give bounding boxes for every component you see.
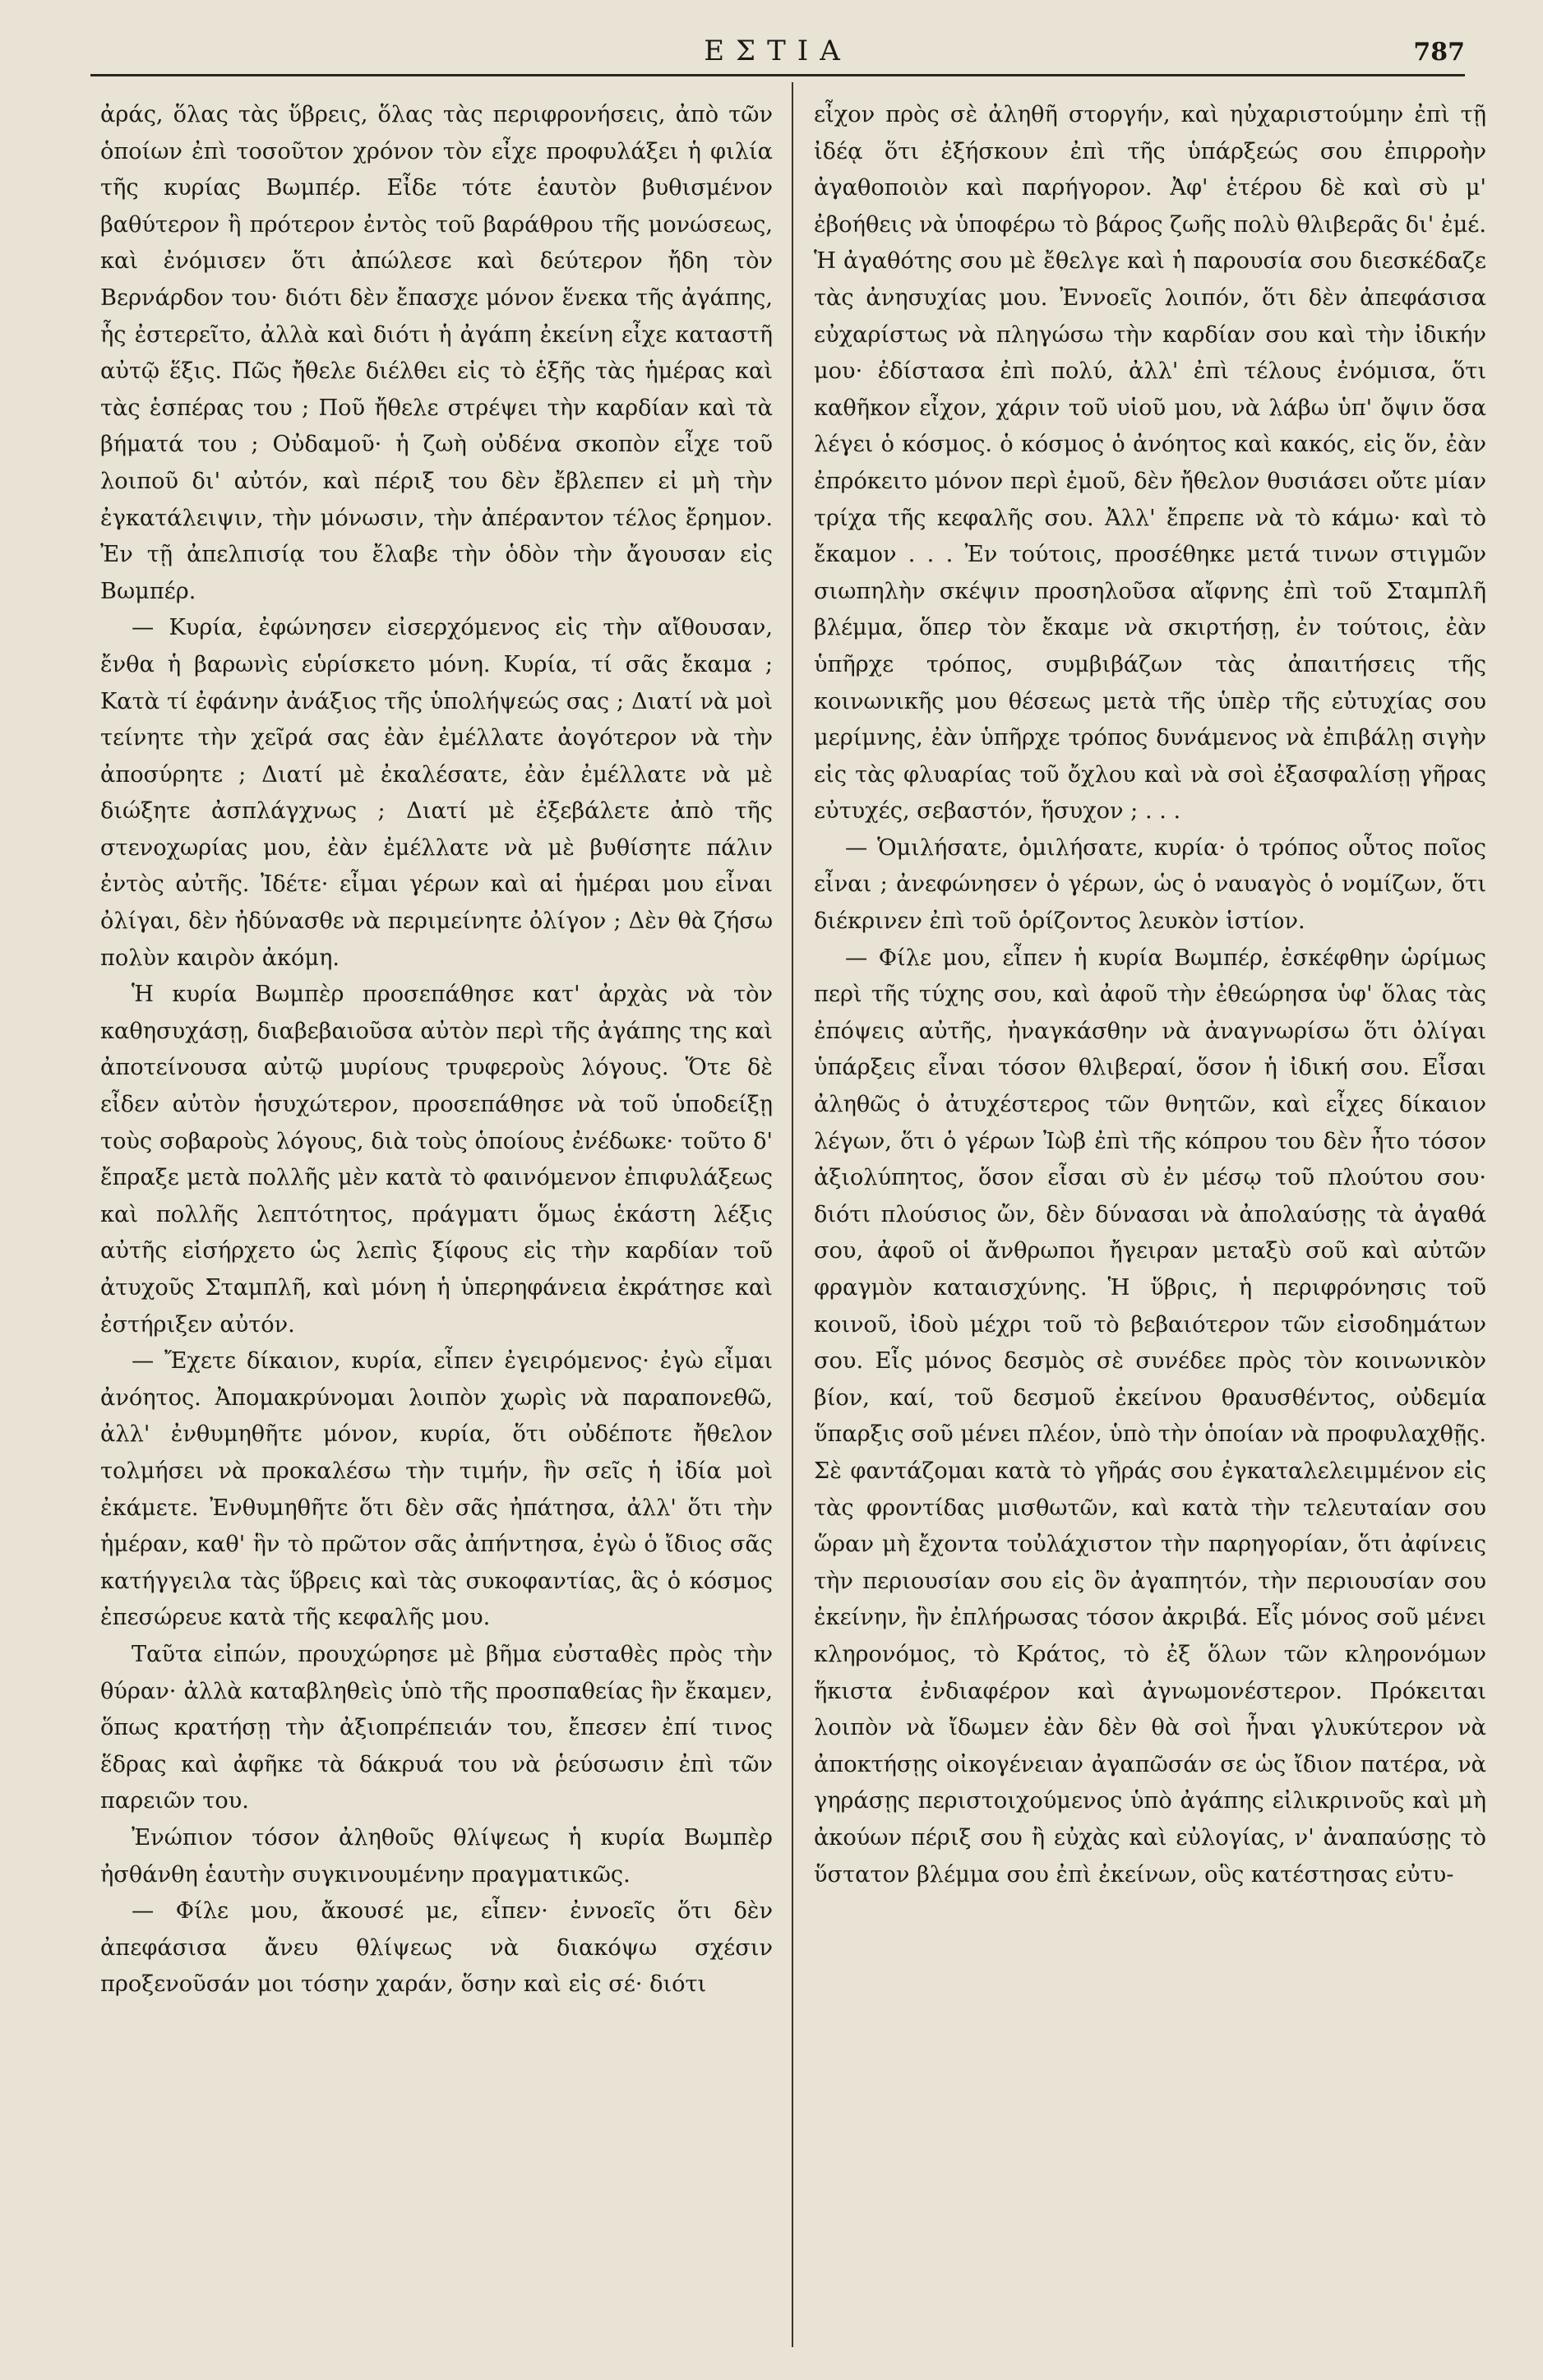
page-header	[90, 33, 1465, 66]
paragraph: — Κυρία, ἐφώνησεν εἰσερχόμενος εἰς τὴν αἴθουσαν, ἔνθα ἡ βαρωνὶς εὑρίσκετο μόνη. Κυρία, τί σᾶς ἔκαμα ; Κατὰ τί ἐφάνην ἀνάξιος τῆς ὑπολήψεώς σας ; Διατί νὰ μοὶ τείνητε τὴν χεῖρά σας ἐὰν ἐμέλλατε ἀογότερον νὰ τὴν ἀποσύρητε ; Διατί μὲ ἐκαλέσατε, ἐὰν ἐμέλλατε νὰ μὲ διώξητε ἀσπλάγχνως ; Διατί μὲ ἐξεβάλετε ἀπὸ τῆς στενοχωρίας μου, ἐὰν ἐμέλλατε νὰ μὲ βυθίσητε πάλιν ἐντὸς αὐτῆς. Ἰδέτε· εἶμαι γέρων καὶ αἱ ἡμέραι μου εἶναι ὀλίγαι, δὲν ἠδύνασθε νὰ περιμείνητε ὀλίγον ; Δὲν θὰ ζήσω πολὺν καιρὸν ἀκόμη.	[100, 615, 773, 971]
header-rule	[90, 74, 1465, 76]
paragraph: Ταῦτα εἰπών, προυχώρησε μὲ βῆμα εὐσταθὲς πρὸς τὴν θύραν· ἀλλὰ καταβληθεὶς ὑπὸ τῆς προσπαθείας ἣν ἔκαμεν, ὅπως κρατήσῃ τὴν ἀξιοπρέπειάν του, ἔπεσεν ἐπί τινος ἕδρας καὶ ἀφῆκε τὰ δάκρυά του νὰ ῥεύσωσιν ἐπὶ τῶν παρειῶν του.	[100, 1641, 773, 1814]
page-number: 787	[1413, 38, 1465, 67]
page-title: ΕΣΤΙΑ	[704, 35, 852, 67]
paragraph: — Φίλε μου, εἶπεν ἡ κυρία Βωμπέρ, ἐσκέφθην ὡρίμως περὶ τῆς τύχης σου, καὶ ἀφοῦ τὴν ἐθεώρησα ὑφ' ὅλας τὰς ἐπόψεις αὐτῆς, ἠναγκάσθην νὰ ἀναγνωρίσω ὅτι ὀλίγαι ὑπάρξεις εἶναι τόσον θλιβεραί, ὅσον ἡ ἰδική σου. Εἶσαι ἀληθῶς ὁ ἀτυχέστερος τῶν θνητῶν, καὶ εἶχες δίκαιον λέγων, ὅτι ὁ γέρων Ἰὼβ ἐπὶ τῆς κόπρου του δὲν ἦτο τόσον ἀξιολύπητος, ὅσον εἶσαι σὺ ἐν μέσῳ τοῦ πλούτου σου· διότι πλούσιος ὤν, δὲν δύνασαι νὰ ἀπολαύσῃς τὰ ἀγαθά σου, ἀφοῦ οἱ ἄνθρωποι ἤγειραν μεταξὺ σοῦ καὶ αὐτῶν φραγμὸν καταισχύνης. Ἡ ὕβρις, ἡ περιφρόνησις τοῦ κοινοῦ, ἰδοὺ μέχρι τοῦ τὸ βεβαιότερον τῶν εἰσοδημάτων σου. Εἷς μόνος δεσμὸς σὲ συνέδεε πρὸς τὸν κοινωνικὸν βίον, καί, τοῦ δεσμοῦ ἐκείνου θραυσθέντος, οὐδεμία ὕπαρξις σοῦ μένει πλέον, ὑπὸ τὴν ὁποίαν νὰ προφυλαχθῇς. Σὲ φαντάζομαι κατὰ τὸ γῆράς σου ἐγκαταλελειμμένον εἰς τὰς φροντίδας μισθωτῶν, καὶ κατὰ τὴν τελευταίαν σου ὥραν μὴ ἔχοντα τοὐλάχιστον τὴν παρηγορίαν, ὅτι ἀφίνεις τὴν περιουσίαν σου εἰς ὃν ἀγαπητόν, τὴν περιουσίαν σου ἐκείνην, ἣν ἐπλήρωσας τόσον ἀκριβά. Εἷς μόνος σοῦ μένει κληρονόμος, τὸ Κράτος, τὸ ἐξ ὅλων τῶν κληρονόμων ἥκιστα ἐνδιαφέρον καὶ ἀγνωμονέστερον. Πρόκειται λοιπὸν νὰ ἴδωμεν ἐὰν δὲν θὰ σοὶ ἦναι γλυκύτερον νὰ ἀποκτήσῃς οἰκογένειαν ἀγαπῶσάν σε ὡς ἴδιον πατέρα, νὰ γηράσῃς περιστοιχούμενος ὑπὸ ἀγάπης εἰλικρινοῦς καὶ μὴ ἀκούων πέριξ σου ἢ εὐχὰς καὶ εὐλογίας, ν' ἀναπαύσῃς τὸ ὕστατον βλέμμα σου ἐπὶ ἐκείνων, οὓς κατέστησας εὐτυ-	[814, 945, 1486, 1888]
column-divider	[792, 82, 793, 2347]
paragraph: Ἐνώπιον τόσον ἀληθοῦς θλίψεως ἡ κυρία Βωμπὲρ ἠσθάνθη ἑαυτὴν συγκινουμένην πραγματικῶς.	[100, 1824, 773, 1888]
left-column	[100, 97, 773, 2350]
paragraph: ἀράς, ὅλας τὰς ὕβρεις, ὅλας τὰς περιφρονήσεις, ἀπὸ τῶν ὁποίων ἐπὶ τοσοῦτον χρόνον τὸν εἶχε προφυλάξει ἡ φιλία τῆς κυρίας Βωμπέρ. Εἶδε τότε ἑαυτὸν βυθισμένον βαθύτερον ἢ πρότερον ἐντὸς τοῦ βαράθρου τῆς μονώσεως, καὶ ἐνόμισεν ὅτι ἀπώλεσε καὶ δεύτερον ἤδη τὸν Βερνάρδον του· διότι δὲν ἔπασχε μόνον ἕνεκα τῆς ἀγάπης, ἧς ἐστερεῖτο, ἀλλὰ καὶ διότι ἡ ἀγάπη ἐκείνη εἶχε καταστῆ αὐτῷ ἕξις. Πῶς ἤθελε διέλθει εἰς τὸ ἑξῆς τὰς ἡμέρας καὶ τὰς ἑσπέρας του ; Ποῦ ἤθελε στρέψει τὴν καρδίαν καὶ τὰ βήματά του ; Οὐδαμοῦ· ἡ ζωὴ οὐδένα σκοπὸν εἶχε τοῦ λοιποῦ δι' αὐτόν, καὶ πέριξ του δὲν ἔβλεπεν εἰ μὴ τὴν ἐγκατάλειψιν, τὴν μόνωσιν, τὴν ἀπέραντον τέλος ἔρημον. Ἐν τῇ ἀπελπισίᾳ του ἔλαβε τὴν ὁδὸν τὴν ἄγουσαν εἰς Βωμπέρ.	[100, 102, 773, 604]
paragraph: Ἡ κυρία Βωμπὲρ προσεπάθησε κατ' ἀρχὰς νὰ τὸν καθησυχάσῃ, διαβεβαιοῦσα αὐτὸν περὶ τῆς ἀγάπης της καὶ ἀποτείνουσα αὐτῷ μυρίους τρυφεροὺς λόγους. Ὅτε δὲ εἶδεν αὐτὸν ἡσυχώτερον, προσεπάθησε νὰ τοῦ ὑποδείξῃ τοὺς σοβαροὺς λόγους, διὰ τοὺς ὁποίους ἐνέδωκε· τοῦτο δ' ἔπραξε μετὰ πολλῆς μὲν κατὰ τὸ φαινόμενον ἐπιφυλάξεως καὶ πολλῆς λεπτότητος, πράγματι ὅμως ἑκάστη λέξις αὐτῆς εἰσήρχετο ὡς λεπὶς ξίφους εἰς τὴν καρδίαν τοῦ ἀτυχοῦς Σταμπλῆ, καὶ μόνη ἡ ὑπερηφάνεια ἐκράτησε καὶ ἐστήριξεν αὐτόν.	[100, 982, 773, 1338]
paragraph: εἶχον πρὸς σὲ ἀληθῆ στοργήν, καὶ ηὐχαριστούμην ἐπὶ τῇ ἰδέᾳ ὅτι ἐξήσκουν ἐπὶ τῆς ὑπάρξεώς σου ἐπιρροὴν ἀγαθοποιὸν καὶ παρήγορον. Ἀφ' ἑτέρου δὲ καὶ σὺ μ' ἐβοήθεις νὰ ὑποφέρω τὸ βάρος ζωῆς πολὺ θλιβερᾶς δι' ἐμέ. Ἡ ἀγαθότης σου μὲ ἔθελγε καὶ ἡ παρουσία σου διεσκέδαζε τὰς ἀνησυχίας μου. Ἐννοεῖς λοιπόν, ὅτι δὲν ἀπεφάσισα εὐχαρίστως νὰ πληγώσω τὴν καρδίαν σου καὶ τὴν ἰδικήν μου· ἐδίστασα ἐπὶ πολύ, ἀλλ' ἐπὶ τέλους ἐνόμισα, ὅτι καθῆκον εἶχον, χάριν τοῦ υἱοῦ μου, νὰ λάβω ὑπ' ὄψιν ὅσα λέγει ὁ κόσμος. ὁ κόσμος ὁ ἀνόητος καὶ κακός, εἰς ὅν, ἐὰν ἐπρόκειτο μόνον περὶ ἐμοῦ, δὲν ἤθελον θυσιάσει οὔτε μίαν τρίχα τῆς κεφαλῆς σου. Ἀλλ' ἔπρεπε νὰ τὸ κάμω· καὶ τὸ ἔκαμον . . . Ἐν τούτοις, προσέθηκε μετά τινων στιγμῶν σιωπηλὴν σκέψιν προσηλοῦσα αἴφνης ἐπὶ τοῦ Σταμπλῆ βλέμμα, ὅπερ τὸν ἔκαμε νὰ σκιρτήσῃ, ἐν τούτοις, ἐὰν ὑπῆρχε τρόπος, συμβιβάζων τὰς ἀπαιτήσεις τῆς κοινωνικῆς μου θέσεως μετὰ τῆς ὑπὲρ τῆς εὐτυχίας σου μερίμνης, ἐὰν ὑπῆρχε τρόπος δυνάμενος νὰ ἐπιβάλῃ σιγὴν εἰς τὰς φλυαρίας τοῦ ὄχλου καὶ νὰ σοὶ ἐξασφαλίσῃ γῆρας εὐτυχές, σεβαστόν, ἥσυχον ; . . .	[814, 102, 1486, 825]
right-column	[814, 97, 1486, 2350]
paragraph: — Φίλε μου, ἄκουσέ με, εἶπεν· ἐννοεῖς ὅτι δὲν ἀπεφάσισα ἄνευ θλίψεως νὰ διακόψω σχέσιν προξενοῦσάν μοι τόσην χαράν, ὅσην καὶ εἰς σέ· διότι	[100, 1898, 773, 1998]
paragraph: — Ἔχετε δίκαιον, κυρία, εἶπεν ἐγειρόμενος· ἐγὼ εἶμαι ἀνόητος. Ἀπομακρύνομαι λοιπὸν χωρὶς νὰ παραπονεθῶ, ἀλλ' ἐνθυμηθῆτε μόνον, κυρία, ὅτι οὐδέποτε ἤθελον τολμήσει νὰ προκαλέσω τὴν τιμήν, ἣν σεῖς ἡ ἰδία μοὶ ἐκάμετε. Ἐνθυμηθῆτε ὅτι δὲν σᾶς ἠπάτησα, ἀλλ' ὅτι τὴν ἡμέραν, καθ' ἣν τὸ πρῶτον σᾶς ἀπήντησα, ἐγὼ ὁ ἴδιος σᾶς κατήγγειλα τὰς ὕβρεις καὶ τὰς συκοφαντίας, ἃς ὁ κόσμος ἐπεσώρευε κατὰ τῆς κεφαλῆς μου.	[100, 1348, 773, 1631]
paragraph: — Ὁμιλήσατε, ὁμιλήσατε, κυρία· ὁ τρόπος οὗτος ποῖος εἶναι ; ἀνεφώνησεν ὁ γέρων, ὡς ὁ ναυαγὸς ὁ νομίζων, ὅτι διέκρινεν ἐπὶ τοῦ ὁρίζοντος λευκὸν ἱστίον.	[814, 834, 1486, 935]
